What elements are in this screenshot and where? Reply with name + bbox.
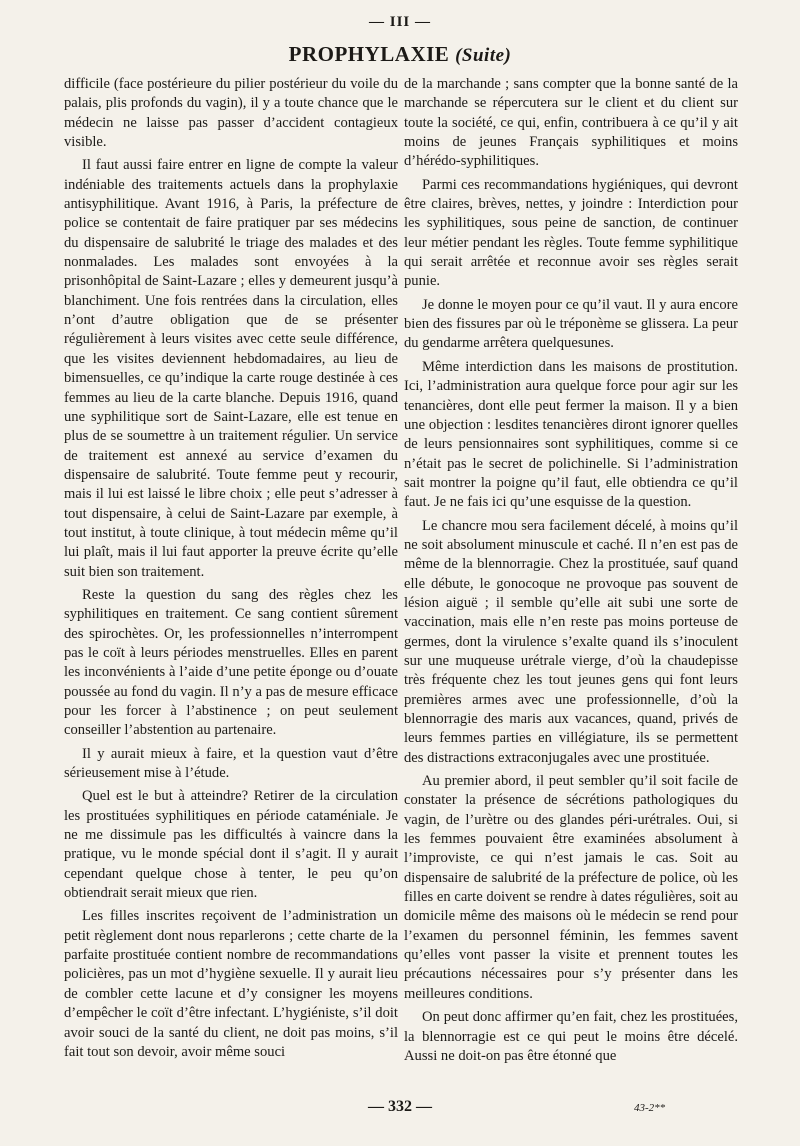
paragraph: Il faut aussi faire entrer en ligne de compte la valeur indéniable des traitements actuels dans la prophylaxie antisyphilitique. Avant 1916, à Paris, la préfecture de police se contentait de faire pratiquer par ses médecins du dispensaire de salubrité le triage des malades et des nonmalades. Les malades sont envoyées à la prisonhôpital de Saint-Lazare ; elles y demeurent jusqu’à blanchiment. Une fois rentrées dans la circulation, elles n’ont d’autre obligation que de se présenter régulièrement à leurs visites avec cette seule différence, que les visites deviennent hebdomadaires, au lieu de bimensuelles, ce qu’indique la carte rouge destinée à ces femmes au lieu de la carte blanche. Depuis 1916, quand une syphilitique sort de Saint-Lazare, elle est tenue en plus de se soumettre à un traitement régulier. Un service de traitement est annexé au service d’examen du dispensaire de salubrité. Toute femme peut y recourir, mais il lui est laissé le libre choix ; elle peut s’adresser à tout dispensaire, à celui de Saint-Lazare par exemple, à tout institut, à toute clinique, à tout médecin même qu’il lui plaît, mais il lui faut apporter la preuve écrite qu’elle suit bien son traitement. [64, 157, 398, 580]
right-column [404, 75, 738, 1070]
page-roman-numeral: — III — [368, 14, 431, 30]
page-number: — 332 — [368, 1098, 432, 1115]
paragraph: Même interdiction dans les maisons de prostitution. Ici, l’administration aura quelque force pour agir sur les tenancières, dont elle peut fermer la maison. Il y a bien une objection : lesdites tenancières diront ignorer quelles de leurs pensionnaires sont syphilitiques, comme si ce n’était pas le secret de polichinelle. Si l’administration sait montrer la poigne qu’il faut, elle obtiendra ce qu’il faut. Je ne fais ici qu’une esquisse de la question. [404, 358, 738, 511]
paragraph: Le chancre mou sera facilement décelé, à moins qu’il ne soit absolument minuscule et caché. Il n’en est pas de même de la blennorragie. Chez la prostituée, sauf quand elle débute, le gonocoque ne provoque pas souvent de lésion aiguë ; il semble qu’elle ait subi une sorte de vaccination, mais elle n’en reste pas moins porteuse de germes, dont la virulence s’exalte quand ils s’inoculent sur une muqueuse urétrale vierge, d’où la chaudepisse très fréquente chez les tout jeunes gens qui font leurs premières armes avec une professionnelle, d’où la blennorragie des maris aux vacances, quand, privés de leurs femmes parties en villégiature, ils se permettent des distractions extraconjugales avec une prostituée. [404, 517, 738, 766]
page-title [0, 42, 800, 67]
paragraph: Au premier abord, il peut sembler qu’il soit facile de constater la présence de sécrétions pathologiques du vagin, de l’urètre ou des glandes péri-urétrales. Oui, si les femmes pouvaient être examinées absolument à l’improviste, ce qui n’est jamais le cas. Soit au dispensaire de salubrité de la préfecture de police, où les filles en carte doivent se rendre à dates régulières, soit au domicile même des maisons où le médecin se rend pour l’examen du personnel féminin, les femmes savent qu’elles vont passer la visite et prennent toutes les précautions nécessaires pour s’y présenter dans les meilleures conditions. [404, 773, 738, 1002]
paragraph: difficile (face postérieure du pilier postérieur du voile du palais, plis profonds du vagin), il y a toute chance que le médecin ne laisse pas passer d’accident contagieux visible. [64, 76, 398, 151]
paragraph: Reste la question du sang des règles chez les syphilitiques en traitement. Ce sang contient sûrement des spirochètes. Or, les professionnelles n’interrompent pas le coït à leurs périodes menstruelles. Elles en parent les inconvénients à l’aide d’une petite éponge ou d’ouate poussée au fond du vagin. Il n’y a pas de mesure efficace pour les forcer à l’abstinence ; on peut seulement conseiller l’abstention au partenaire. [64, 586, 398, 739]
print-code: 43-2** [634, 1102, 666, 1114]
left-column [64, 75, 398, 1066]
paragraph: Les filles inscrites reçoivent de l’administration un petit règlement dont nous reparlerons ; cette charte de la parfaite prostituée contient nombre de recommandations policières, pas un mot d’hygiène sexuelle. Il y aurait lieu de combler cette lacune et d’y consigner les moyens d’empêcher le coït d’être infectant. L’hygiéniste, s’il doit avoir souci de la santé du client, ne doit pas moins, s’il fait tout son devoir, avoir même souci [64, 908, 398, 1060]
title-subtitle: (Suite) [455, 45, 512, 66]
title-main: PROPHYLAXIE [288, 42, 450, 66]
paragraph: de la marchande ; sans compter que la bonne santé de la marchande se répercutera sur le client et du client sur toute la société, ce qui, enfin, contribuera à ce qu’il y ait moins de jeunes Français syphilitiques et moins d’hérédo-syphilitiques. [404, 76, 738, 170]
paragraph: Quel est le but à atteindre? Retirer de la circulation les prostituées syphilitiques en période cataméniale. Je ne me dissimule pas les difficultés à vaincre dans la pratique, vu le monde spécial dont il s’agit. Il y aurait cependant quelque chose à tenter, le peu qu’on obtiendrait serait mieux que rien. [64, 788, 398, 902]
paragraph: Je donne le moyen pour ce qu’il vaut. Il y aura encore bien des fissures par où le tréponème se glissera. La peur du gendarme arrêtera quelquesunes. [404, 296, 738, 352]
paragraph: On peut donc affirmer qu’en fait, chez les prostituées, la blennorragie est ce qui peut le moins être décelé. Aussi ne doit-on pas être étonné que [404, 1009, 738, 1064]
paragraph: Il y aurait mieux à faire, et la question vaut d’être sérieusement mise à l’étude. [64, 745, 398, 782]
paragraph: Parmi ces recommandations hygiéniques, qui devront être claires, brèves, nettes, y joindre : Interdiction pour les syphilitiques, sous peine de sanction, de continuer leur métier pendant les règles. Toute femme syphilitique qui serait arrêtée et reconnue avoir ses règles serait punie. [404, 176, 738, 290]
